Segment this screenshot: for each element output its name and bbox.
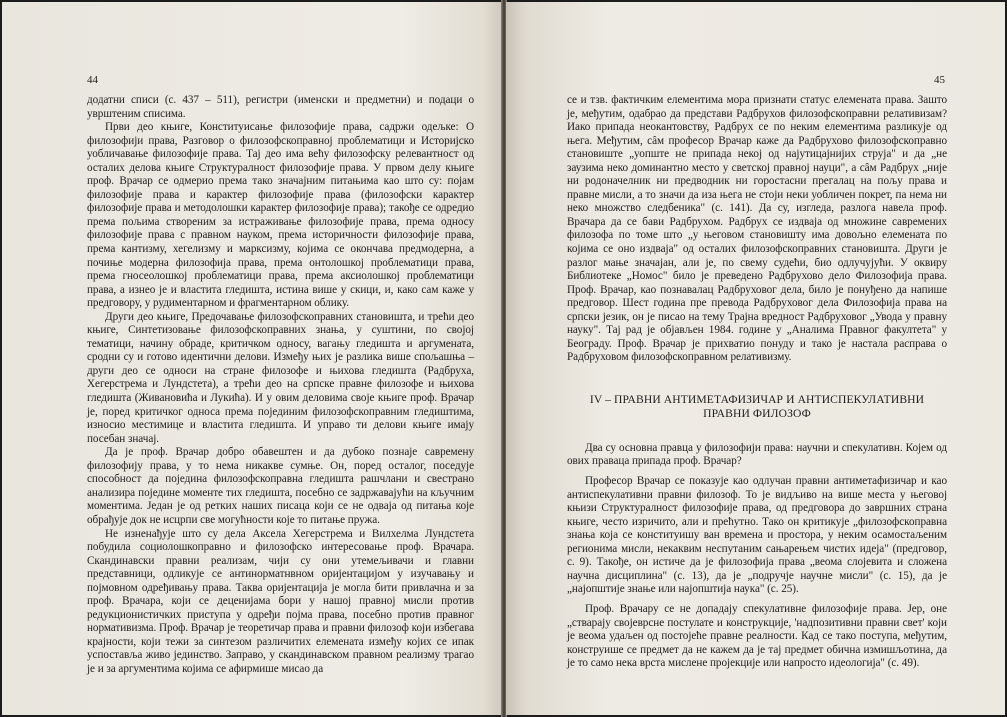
section-heading <box>567 393 947 421</box>
paragraph: Да је проф. Врачар добро обавештен и да дубоко познаје савремену филозофију права, у то нема никакве сумње. Он, поред осталог, поседује способност да појединa филозофскоправна гледишта рашчлани и свестрано анализира поједине моменте тих гледишта, посебно се задржавајући на кључним моментима. Један је од ретких наших писаца који се не одваја од питања које обрађује док не исцрпи све могућности које то питање пружа. <box>87 446 474 526</box>
page-number: 44 <box>87 74 98 86</box>
left-page-text <box>87 94 474 677</box>
left-page <box>2 2 502 715</box>
paragraph: Два су основна правца у филозофији права: научни и спекулативн. Којем од ових праваца припада проф. Врачар? <box>567 441 947 468</box>
paragraph: Проф. Врачару се не допадају спекулативне филозофије права. Јер, оне „стварају својеврсне постулате и конструкције, 'надпозитивни правни свет' који је веома удаљен од постојеће правне реалности. Кад се тако поступа, међутим, конструише се предмет да не кажем да је тај предмет обична измишљотина, да је то само нека врста мисленe пројекције или напросто идеологија" (с. 49). <box>567 602 947 670</box>
paragraph: Не изненађује што су дела Аксела Хегерстрема и Вилхелма Лундстета побудила социолошкоправно и филозофско интересовање проф. Врачара. Скандинавски правни реализам, чији су они утемељивачи и главни представници, одликује се антинорматнвном оријентацијом у изучавању и појмовном одређивању права. Таква оријентација је могла бити привлачна и за проф. Врачара, који се деценијама бори у нашој правној мисли против редукционистичких приступа у одређи појма права, посебно против правног нормативизма. Проф. Врачар је теоретичар права и правни филозоф који избегава крајности, који тежи за синтезом различитих елемената између којих се ипак успоставља живо јединство. Заправо, у скандинавском правном реализму трагао је и за аргументима којима се афирмише мисао да <box>87 527 474 675</box>
page-number: 45 <box>934 74 945 86</box>
paragraph: Други део књиге, Предочавање филозофскоправних становишта, и трећи део књиге, Синтетизовање филозофскоправних знања, у суштини, по својој тематици, начину обраде, критичком односу, вагању гледишта и аргумената, сродни су и готово идентични делови. Између њих је разлика више спољашња – други део се односи на стране филозофе и њихова гледишта (Радбруха, Хегерстрема и Лундстета), а трећи део на српске правне филозофе и њихова гледишта (Живановића и Лукића). И у овим деловима своје књиге проф. Врачар је, поред критичког односа према појединим филозофскоправним гледиштима, износио местимице и властита гледишта. И управо ти делови књиге имају посебан значај. <box>87 310 474 445</box>
section-heading-line: IV – ПРАВНИ АНТИМЕТАФИЗИЧАР И АНТИСПЕКУЛАТИВНИ <box>589 392 925 406</box>
right-page-text <box>567 94 947 671</box>
paragraph: Професор Врачар се показује као одлучан правни антиметафизичар и као антиспекулативни правни филозоф. То је видљиво на више места у његовој књизи Структуралност филозофије права, од предговора до завршних страна књиге, често изричито, али и прећутно. Тако он критикује „филозофскоправна знања која се конституишу ван времена и простора, у неким осамостаљеним регионима мисли, некаквим неспутаним сањарењем чистих идеја" (предговор, с. 9). Такође, он истиче да је филозофија права „веома слојевита и сложена научна дисциплина" (с. 13), да је „подручје научне мисли" (с. 15), да је „најопштије знање или најопштија наука" (с. 25). <box>567 475 947 596</box>
paragraph: се и тзв. фактичким елементима мора признати статус елемената права. Зашто је, међутим, одабрао да представи Радбрухов филозофскоправни релативизам? Иако припада неокантовству, Радбрух се по неким елементима разликује од њега. Међутим, сâм професор Врачар каже да Радбрухово филозофскоправно становиште „уопште не припада некој од најутицајнијих струја" и да „не заузима неко доминантно место у светској правној науци", а сâм Радбрух „није ни родоначелник ни предводник ни горостасни прегалац на пољу права и правне мисли, а то значи да иза њега не стоји неки уобличен покрет, па нема ни неко множство следбеника" (с. 141). Да су, изгледа, разлога навела проф. Врачара да се бави Радбрухом. Радбрух се издваја од множине савремених филозофа по томе што „у његовом становишту има довољно елемената по којима се оно издваја" од осталих филозофскоправних становишта. Други је разлог мање значајан, али је, по свему судећи, био одлучујући. У оквиру Библиотеке „Номос" било је преведено Радбрухово дело Филозофија права. Проф. Врачар, као познавалац Радбруховог дела, било је понуђено да напише предговор. Шест година пре превода Радбруховог дела Филозофија права на српски језик, он је писао на тему Трајна вредност Радбруховог „Увода у правну науку". Тај рад је објављен 1984. године у „Аналима Правног факултета" у Београду. Проф. Врачар је прихватио понуду и тако је настала расправа о Радбруховом филозофскоправном релативизму. <box>567 94 947 364</box>
paragraph: додатни списи (с. 437 – 511), регистри (именски и предметни) и подаци о уврштеним списима. <box>87 94 474 120</box>
paragraph: Први део књиге, Конституисање филозофије права, садржи одељке: О филозофији права, Разговор о филозофскоправној проблематици и Историјско уобличавање филозофије права. Тај део има већу филозофску релевантност од осталих делова књиге Структуралност филозофије права. У првом делу књиге проф. Врачар се одмерио према тако значајним питањима као што су: појам филозофије права и карактер филозофије права (филозофски карактер филозофије права и методолошки карактер филозофије права); такође се одредио према пољима створеним за истраживање филозофије права, према односу филозофије права с правном науком, према историчности филозофије права, према кантизму, хегелизму и марксизму, којима се окончава предмодерна, а почиње модерна филозофија права, према онтолошкој проблематици права, према гносеолошкој проблематици права, према аксиолошкој проблематици права, а изнео је и властита гледишта, истина више у скици, и, како сам каже у предговору, у рудиментарном и фрагментарном облику. <box>87 121 474 310</box>
right-page <box>506 2 1005 715</box>
section-heading-line: ПРАВНИ ФИЛОЗОФ <box>703 406 811 420</box>
